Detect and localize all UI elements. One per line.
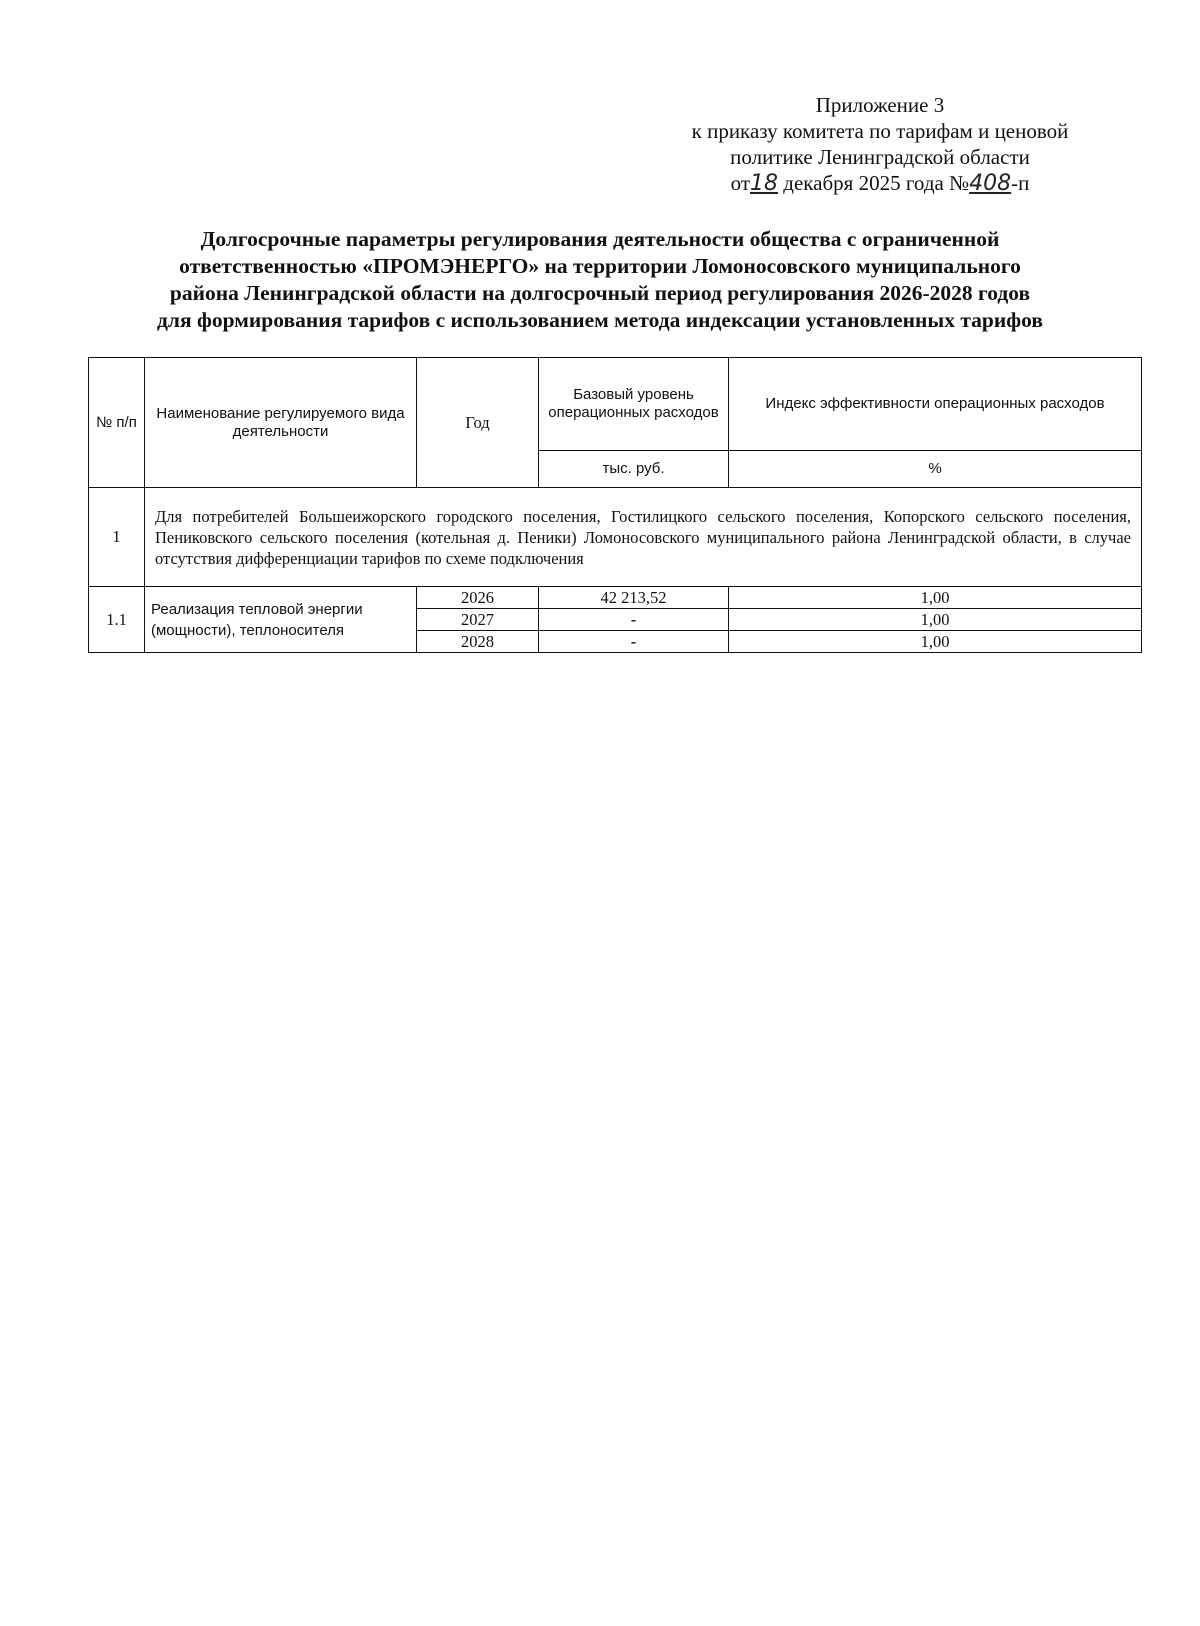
row-base: - — [539, 609, 729, 631]
appendix-label: Приложение 3 — [815, 93, 945, 117]
order-date-text: декабря 2025 года № — [783, 171, 970, 195]
table-row — [89, 587, 1142, 609]
row-index: 1,00 — [729, 631, 1142, 653]
appendix-header — [620, 92, 1140, 197]
appendix-order-date — [620, 170, 1140, 197]
appendix-order-ref: к приказу комитета по тарифам и ценовой — [691, 119, 1069, 143]
header-base-level: Базовый уровень операционных расходов — [539, 358, 729, 451]
row-index: 1,00 — [729, 609, 1142, 631]
row-base: 42 213,52 — [539, 587, 729, 609]
parameters-table — [88, 357, 1142, 653]
header-activity: Наименование регулируемого вида деятельности — [145, 358, 417, 488]
title-line: района Ленинградской области на долгосрочный период регулирования 2026-2028 годов — [169, 281, 1031, 305]
unit-index: % — [729, 451, 1142, 488]
unit-base: тыс. руб. — [539, 451, 729, 488]
row-year: 2028 — [417, 631, 539, 653]
group-num: 1 — [89, 488, 145, 587]
row-year: 2027 — [417, 609, 539, 631]
handwritten-number: 408 — [969, 171, 1012, 196]
header-num: № п/п — [89, 358, 145, 488]
item-activity: Реализация тепловой энергии (мощности), теплоносителя — [145, 587, 417, 653]
group-description: Для потребителей Большеижорского городского поселения, Гостилицкого сельского поселения, Копорского сельского поселения, Пениковского сельского поселения (котельная д. Пеники) Ломоносовского муниципального района Ленинградской области, в случае отсутствия дифференциации тарифов по схеме подключения — [145, 488, 1142, 587]
row-year: 2026 — [417, 587, 539, 609]
order-suffix: -п — [1011, 171, 1030, 195]
table-group-row — [89, 488, 1142, 587]
table-header-row — [89, 358, 1142, 451]
row-index: 1,00 — [729, 587, 1142, 609]
order-prefix: от — [730, 171, 751, 195]
row-base: - — [539, 631, 729, 653]
item-num: 1.1 — [89, 587, 145, 653]
appendix-committee: политике Ленинградской области — [730, 145, 1030, 169]
title-line: ответственностью «ПРОМЭНЕРГО» на территории Ломоносовского муниципального — [179, 254, 1021, 278]
title-line: для формирования тарифов с использованием метода индексации установленных тарифов — [157, 308, 1043, 332]
header-year: Год — [417, 358, 539, 488]
title-line: Долгосрочные параметры регулирования деятельности общества с ограниченной — [200, 227, 1000, 251]
document-title — [60, 226, 1140, 334]
header-efficiency-index: Индекс эффективности операционных расходов — [729, 358, 1142, 451]
handwritten-day: 18 — [750, 171, 779, 196]
